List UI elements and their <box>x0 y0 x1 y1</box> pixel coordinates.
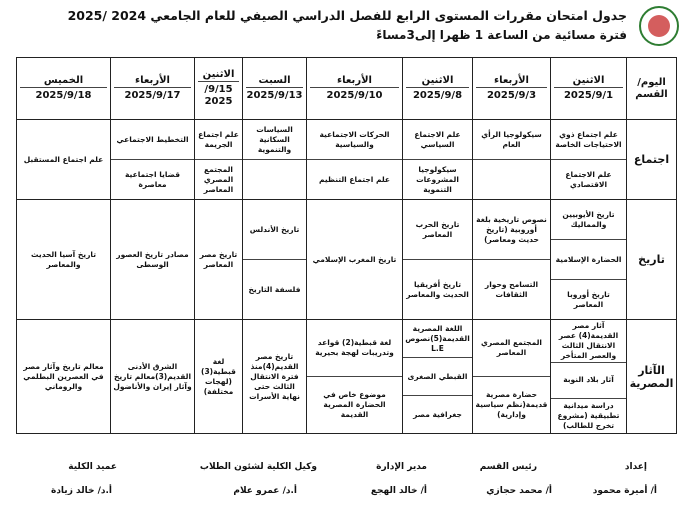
course-name: آثار مصر القديمة(4) عصر الانتقال الثالث والعصر المتأخر <box>558 321 619 360</box>
course-name: حضارة مصرية قديمة(نظم سياسية وإدارية) <box>473 376 550 433</box>
page-subtitle: فترة مسائية من الساعة 1 ظهرا إلى3مساءً <box>376 28 627 42</box>
day-header: السبت 2025/9/13 <box>243 58 307 120</box>
exam-cell <box>403 200 473 320</box>
university-logo-icon <box>639 6 679 46</box>
course-name: التخطيط الاجتماعي <box>116 134 189 144</box>
department-name: الآثار المصرية <box>627 320 677 434</box>
course-name: تاريخ أفريقيا الحديث والمعاصر <box>403 259 472 319</box>
course-name: تاريخ الأيوبيين والمماليك <box>562 209 615 229</box>
course-name: سيكولوجيا المشروعات التنموية <box>403 159 472 199</box>
department-name: تاريخ <box>627 200 677 320</box>
exam-cell <box>195 120 243 200</box>
signature-title: رئيس القسم <box>479 462 537 472</box>
exam-cell <box>473 200 551 320</box>
course-name: جغرافية مصر <box>403 395 472 433</box>
course-name <box>473 159 550 199</box>
day-header: الأربعاء 2025/9/17 <box>111 58 195 120</box>
course-name: القبطي الصغرى <box>403 357 472 395</box>
exam-cell <box>17 120 111 200</box>
course-name: علم اجتماع ذوي الاحتياجات الخاصة <box>555 129 622 149</box>
course-name: معالم تاريخ وآثار مصر في العصرين البطلمي والروماني <box>23 361 104 391</box>
course-name: علم اجتماع الجريمة <box>198 129 239 149</box>
exam-cell <box>473 120 551 200</box>
signature-title: عميد الكلية <box>68 462 117 472</box>
exam-cell <box>111 120 195 200</box>
exam-cell <box>473 320 551 434</box>
exam-cell <box>243 200 307 320</box>
course-name: نصوص تاريخية بلغة أوروبية (تاريخ حديث ومعاصر) <box>476 214 547 244</box>
exam-cell <box>195 320 243 434</box>
course-name: اللغة المصرية القديمة(5)نصوص L.E <box>405 323 470 353</box>
signature-name: أ/ محمد حجازي <box>486 486 552 496</box>
day-header: الاثنين 2025/9/8 <box>403 58 473 120</box>
exam-cell <box>111 320 195 434</box>
signatures-block <box>0 452 687 522</box>
table-row <box>17 320 677 434</box>
exam-cell <box>551 320 627 434</box>
day-header: الاثنين 9/15/ 2025 <box>195 58 243 120</box>
course-name: تاريخ الحرب المعاصر <box>415 219 460 239</box>
course-name <box>243 159 306 199</box>
course-name: تاريخ أوروبا المعاصر <box>551 279 626 319</box>
course-name: قضايا اجتماعية معاصرة <box>111 159 194 199</box>
page-header <box>0 0 687 52</box>
course-name: سيكولوجيا الرأي العام <box>481 129 542 149</box>
course-name: موضوع خاص في الحضارة المصرية القديمة <box>307 376 402 433</box>
course-name: المجتمع المصري المعاصر <box>195 159 242 199</box>
course-name: لغة قبطية(2) قواعد وتدريبات لهجة بحيرية <box>315 338 394 357</box>
page-title: جدول امتحان مقررات المستوى الرابع للفصل الدراسي الصيفي للعام الجامعي 2024 /2025 <box>67 8 627 23</box>
corner-cell: اليوم/القسم <box>627 58 677 120</box>
course-name: الشرق الأدنى القديم(3)معالم تاريخ وآثار إيران والأناضول <box>113 361 192 391</box>
table-header-row <box>17 58 677 120</box>
course-name: تاريخ المغرب الإسلامي <box>312 254 397 264</box>
department-name: اجتماع <box>627 120 677 200</box>
signature-name: أ/ أميرة محمود <box>592 486 657 496</box>
day-header: الاثنين 2025/9/1 <box>551 58 627 120</box>
course-name: المجتمع المصري المعاصر <box>481 338 542 357</box>
exam-cell <box>307 200 403 320</box>
course-name: تاريخ الأندلس <box>249 224 300 234</box>
day-header: الأربعاء 2025/9/10 <box>307 58 403 120</box>
exam-cell <box>243 320 307 434</box>
signature-title: وكيل الكلية لشئون الطلاب <box>199 462 317 472</box>
course-name: علم اجتماع التنظيم <box>307 159 402 199</box>
exam-cell <box>111 200 195 320</box>
course-name: لغة قبطية(3) (لهجات مختلفة) <box>201 356 236 396</box>
exam-cell <box>243 120 307 200</box>
exam-cell <box>307 120 403 200</box>
course-name: الحضارة الإسلامية <box>551 239 626 279</box>
exam-cell <box>17 320 111 434</box>
signature-name: أ/ خالد الهجع <box>370 486 427 496</box>
course-name: تاريخ مصر المعاصر <box>199 249 238 269</box>
table-row <box>17 200 677 320</box>
exam-cell <box>551 200 627 320</box>
exam-cell <box>307 320 403 434</box>
day-header: الأربعاء 2025/9/3 <box>473 58 551 120</box>
exam-cell <box>403 120 473 200</box>
course-name: التسامح وحوار الثقافات <box>473 259 550 319</box>
course-name: تاريخ مصر القديم(4)منذ فترة الانتقال الثالث حتى نهاية الأسرات <box>249 351 300 401</box>
exam-schedule-table <box>16 57 677 434</box>
course-name: مصادر تاريخ العصور الوسطى <box>116 249 189 269</box>
course-name: علم الاجتماع الاقتصادي <box>551 159 626 199</box>
course-name: السياسات السكانية والتنموية <box>256 124 293 154</box>
day-header: الخميس 2025/9/18 <box>17 58 111 120</box>
exam-cell <box>403 320 473 434</box>
signature-name: أ.د/ عمرو علام <box>233 486 297 496</box>
course-name: علم اجتماع المستقبل <box>23 154 104 164</box>
signature-title: إعداد <box>624 462 647 472</box>
signature-name: أ.د/ خالد زيادة <box>51 486 112 496</box>
course-name: تاريخ آسيا الحديث والمعاصر <box>30 249 97 269</box>
course-name: الحركات الاجتماعية والسياسية <box>319 129 390 149</box>
exam-cell <box>551 120 627 200</box>
exam-cell <box>195 200 243 320</box>
course-name: آثار بلاد النوبة <box>551 362 626 398</box>
table-row <box>17 120 677 200</box>
course-name: علم الاجتماع السياسي <box>414 129 461 149</box>
course-name: فلسفة التاريخ <box>243 259 306 319</box>
course-name: دراسة ميدانية تطبيقية (مشروع تخرج للطالب) <box>551 398 626 434</box>
signature-title: مدير الإدارة <box>376 462 427 472</box>
exam-cell <box>17 200 111 320</box>
